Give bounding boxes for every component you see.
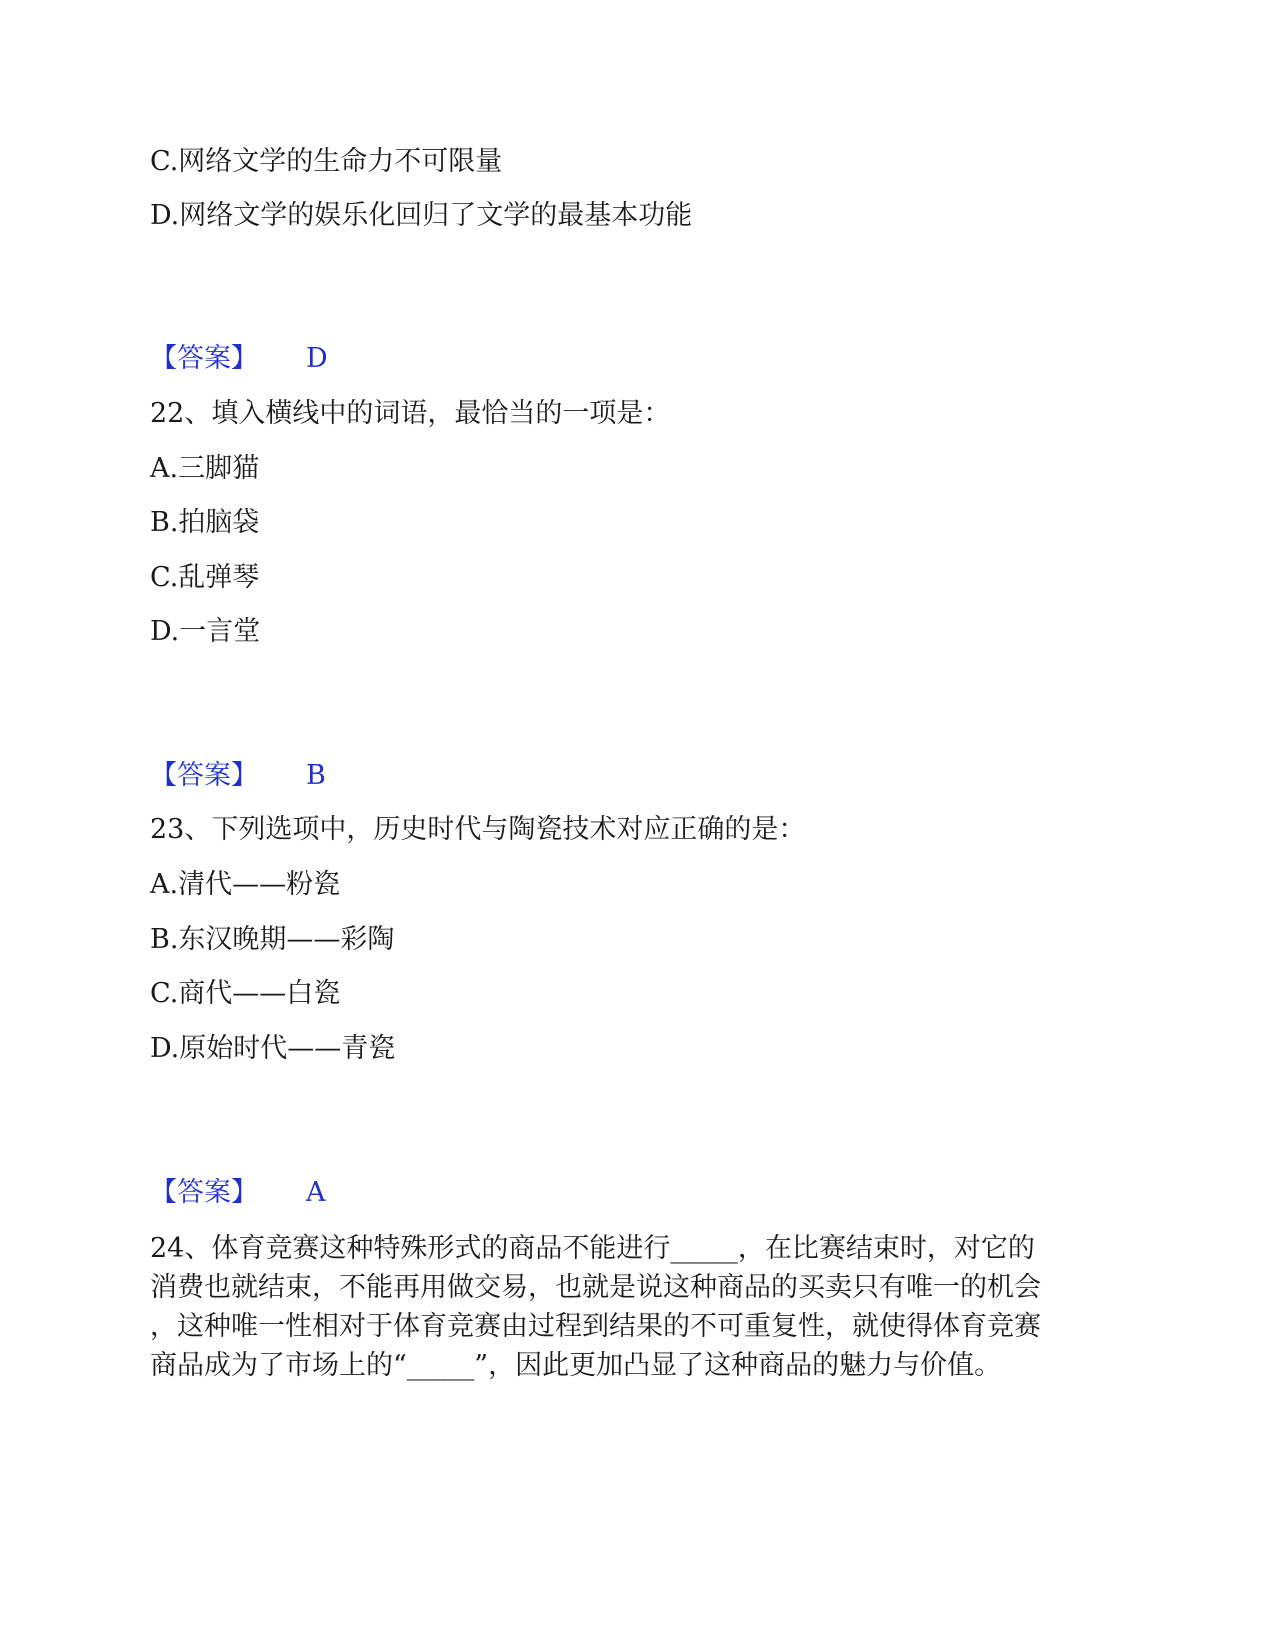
- q23-stem: 23、下列选项中，历史时代与陶瓷技术对应正确的是：: [150, 814, 806, 845]
- q22-option-b: B.拍脑袋: [150, 507, 260, 538]
- q23-option-d: D.原始时代——青瓷: [150, 1033, 396, 1064]
- q24-line-3: ，这种唯一性相对于体育竞赛由过程到结果的不可重复性，就使得体育竞赛: [150, 1311, 1041, 1342]
- q23-option-a: A.清代——粉瓷: [150, 869, 341, 900]
- q22-option-a: A.三脚猫: [150, 453, 260, 484]
- q22-stem: 22、填入横线中的词语，最恰当的一项是：: [150, 398, 671, 429]
- answer-label: 【答案】: [150, 1177, 258, 1208]
- q24-line-4: 商品成为了市场上的“_____”，因此更加凸显了这种商品的魅力与价值。: [150, 1350, 1002, 1381]
- answer-23: [150, 1176, 326, 1210]
- answer-22: [150, 759, 326, 793]
- q23-option-c: C.商代——白瓷: [150, 978, 341, 1009]
- q23-option-b: B.东汉晚期——彩陶: [150, 924, 395, 955]
- q22-option-c: C.乱弹琴: [150, 562, 260, 593]
- q22-option-d: D.一言堂: [150, 616, 261, 647]
- q24-line-1: 24、体育竞赛这种特殊形式的商品不能进行_____，在比赛结束时，对它的: [150, 1233, 1035, 1264]
- q21-option-d: D.网络文学的娱乐化回归了文学的最基本功能: [150, 200, 693, 231]
- answer-value: D: [306, 343, 328, 374]
- answer-value: A: [306, 1177, 326, 1208]
- answer-label: 【答案】: [150, 343, 258, 374]
- answer-21: [150, 342, 328, 376]
- answer-label: 【答案】: [150, 760, 258, 791]
- answer-value: B: [306, 760, 326, 791]
- q21-option-c: C.网络文学的生命力不可限量: [150, 146, 503, 177]
- q24-stem: [150, 1229, 1115, 1385]
- q24-line-2: 消费也就结束，不能再用做交易，也就是说这种商品的买卖只有唯一的机会: [150, 1272, 1041, 1303]
